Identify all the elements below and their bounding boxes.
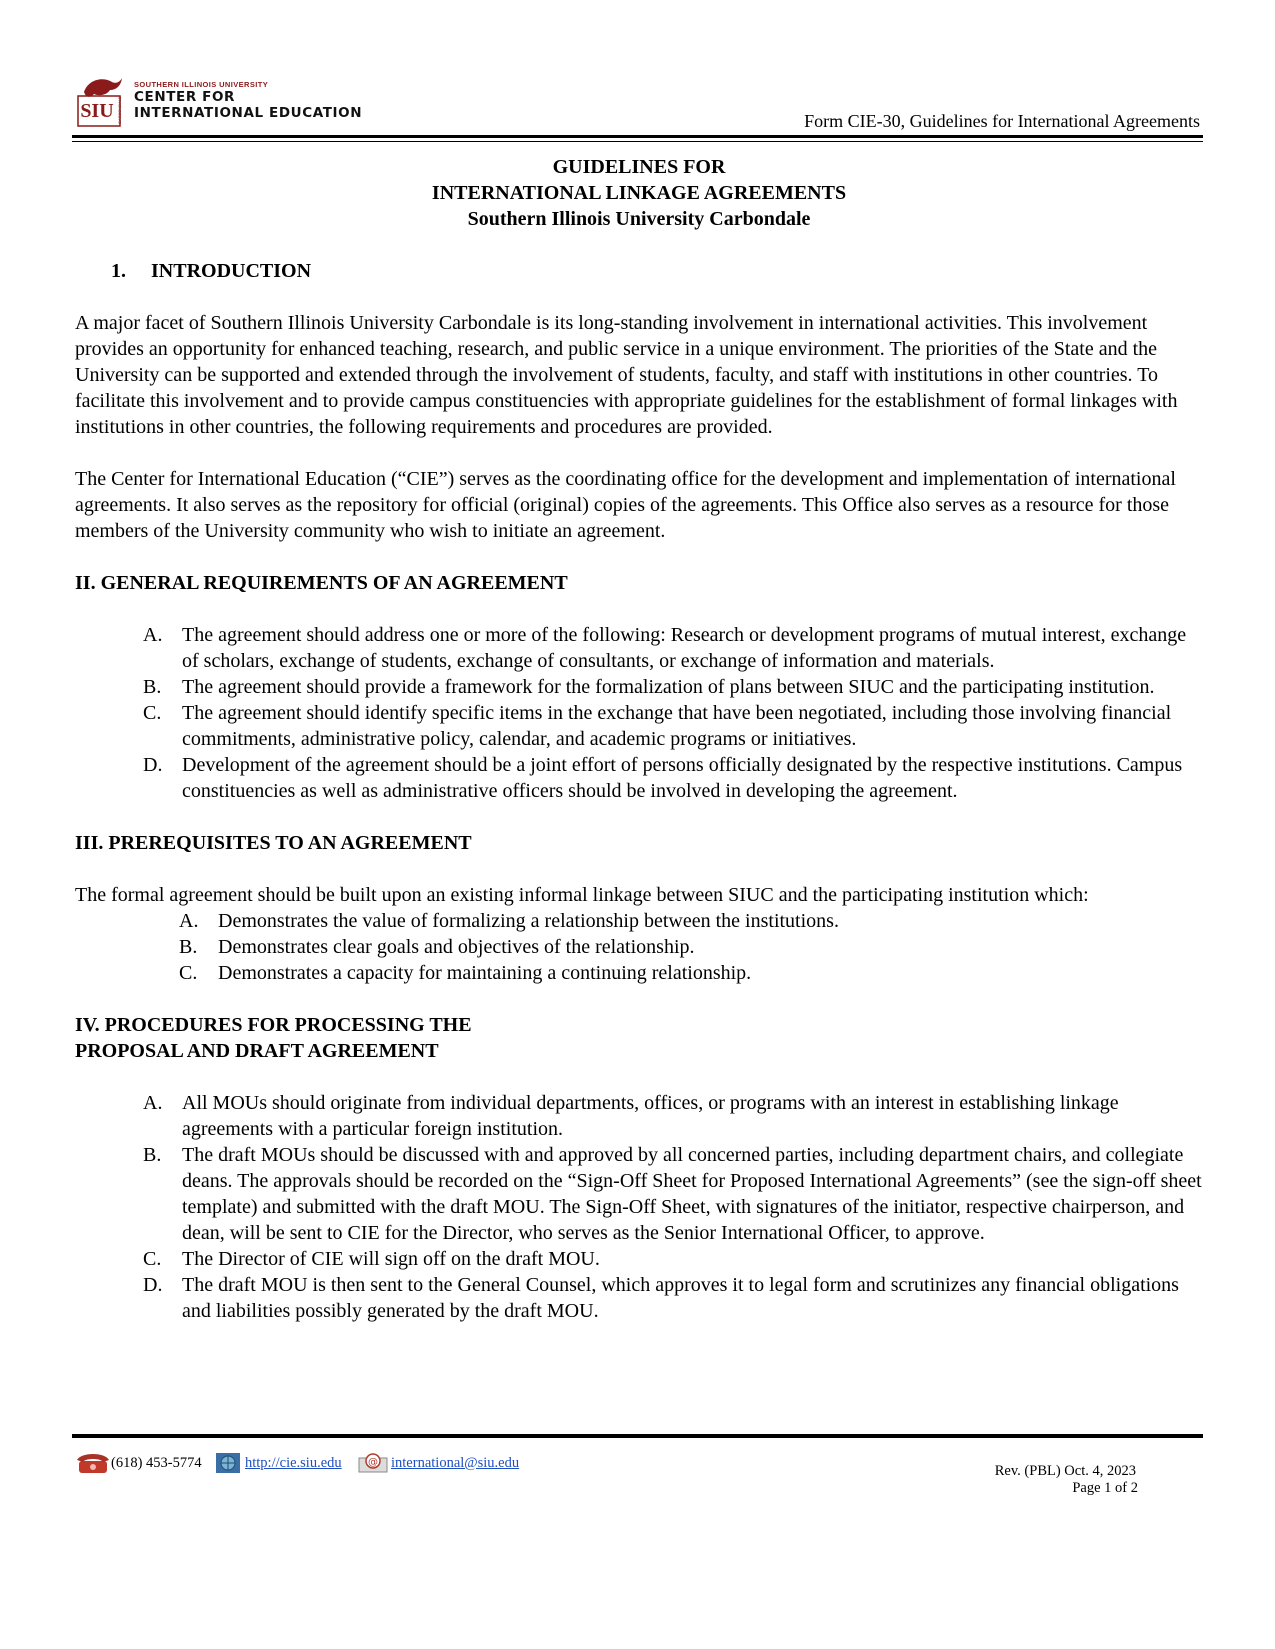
list-item [75, 700, 1203, 752]
section-4-list [75, 1090, 1203, 1324]
section-2-heading: II. GENERAL REQUIREMENTS OF AN AGREEMENT [75, 572, 568, 594]
form-title: Form CIE-30, Guidelines for International Agreements [804, 111, 1200, 131]
list-item [75, 1090, 1203, 1142]
section-1-heading [75, 258, 1203, 284]
list-item [75, 674, 1203, 700]
list-item [75, 622, 1203, 674]
list-text: All MOUs should originate from individual departments, offices, or programs with an interest in establishing linkage agreements with a particular foreign institution. [182, 1092, 1119, 1140]
footer-phone-text: (618) 453-5774 [111, 1454, 202, 1471]
list-item [75, 934, 1203, 960]
list-item [75, 752, 1203, 804]
list-text: The draft MOUs should be discussed with and approved by all concerned parties, including department chairs, and collegiate deans. The approvals should be recorded on the “Sign-Off Sheet for Proposed International Agreements” (see the sign-off sheet template) and submitted with the draft MOU. The Sign-Off Sheet, with signatures of the initiator, respective chairperson, and dean, will be sent to CIE for the Director, who serves as the Senior International Officer, to approve. [182, 1144, 1202, 1244]
email-icon [357, 1452, 389, 1474]
logo-line2-text: INTERNATIONAL EDUCATION [134, 105, 363, 121]
svg-text:@: @ [368, 1457, 378, 1468]
section-1-title: INTRODUCTION [151, 260, 312, 282]
footer [75, 1452, 1203, 1502]
section-3-heading: III. PREREQUISITES TO AN AGREEMENT [75, 832, 472, 854]
list-letter: C. [143, 702, 162, 724]
section-3-intro: The formal agreement should be built upon an existing informal linkage between SIUC and the participating institution which: [75, 884, 1089, 906]
list-text: Demonstrates clear goals and objectives of the relationship. [218, 936, 695, 958]
section-4-heading [75, 1012, 1203, 1064]
list-text: Development of the agreement should be a joint effort of persons officially designated by the respective institutions. Campus constituencies as well as administrative officers should be involved in developing the agreement. [182, 754, 1183, 802]
footer-rule [72, 1434, 1203, 1438]
list-letter: C. [143, 1248, 162, 1270]
title-line-2: INTERNATIONAL LINKAGE AGREEMENTS [431, 182, 847, 204]
intro-paragraph-2: The Center for International Education (“CIE”) serves as the coordinating office for the development and implementation of international agreements. It also serves as the repository for official (original) copies of the agreements. This Office also serves as a resource for those members of the University community who wish to initiate an agreement. [75, 468, 1176, 542]
list-text: Demonstrates a capacity for maintaining a continuing relationship. [218, 962, 752, 984]
list-text: The draft MOU is then sent to the General Counsel, which approves it to legal form and scrutinizes any financial obligations and liabilities possibly generated by the draft MOU. [182, 1274, 1179, 1322]
cie-logo [76, 74, 376, 130]
logo-mark-text: SIU [80, 100, 114, 122]
document-body [75, 154, 1203, 1324]
list-letter: D. [143, 754, 163, 776]
list-letter: D. [143, 1274, 163, 1296]
page-number: Page 1 of 2 [1072, 1480, 1138, 1496]
header-rule-thick [72, 135, 1203, 138]
logo-mark-subtext: CARBONDALE [117, 96, 122, 124]
email-link[interactable]: international@siu.edu [391, 1454, 520, 1471]
header-rule-thin [72, 141, 1203, 142]
list-letter: B. [143, 1144, 162, 1166]
telephone-icon [75, 1452, 111, 1474]
footer-email [357, 1452, 519, 1474]
section-4-heading-line-2: PROPOSAL AND DRAFT AGREEMENT [75, 1040, 439, 1062]
list-letter: A. [143, 1092, 163, 1114]
title-line-1: GUIDELINES FOR [552, 156, 726, 178]
logo-line1-text: CENTER FOR [134, 89, 236, 105]
section-2-list [75, 622, 1203, 804]
list-letter: B. [143, 676, 162, 698]
list-item [75, 1272, 1203, 1324]
siu-saluki-logo-icon [76, 74, 124, 128]
footer-website [215, 1452, 342, 1474]
list-letter: B. [179, 936, 198, 958]
list-item [75, 1246, 1203, 1272]
list-text: The agreement should address one or more of the following: Research or development programs of mutual interest, exchange of scholars, exchange of students, exchange of consultants, or exchange of information and materials. [182, 624, 1187, 672]
section-3-list [75, 908, 1203, 986]
section-1-number: 1. [111, 260, 126, 282]
list-item [75, 960, 1203, 986]
list-text: The agreement should identify specific items in the exchange that have been negotiated, including those involving financial commitments, administrative policy, calendar, and academic programs or initiatives. [182, 702, 1172, 750]
section-4-heading-line-1: IV. PROCEDURES FOR PROCESSING THE [75, 1014, 472, 1036]
website-link[interactable]: http://cie.siu.edu [245, 1454, 342, 1471]
logo-university-text: SOUTHERN ILLINOIS UNIVERSITY [134, 80, 269, 89]
list-text: Demonstrates the value of formalizing a relationship between the institutions. [218, 910, 839, 932]
revision-text: Rev. (PBL) Oct. 4, 2023 [994, 1463, 1136, 1479]
title-line-3: Southern Illinois University Carbondale [467, 208, 811, 230]
globe-web-icon [215, 1452, 241, 1474]
list-item [75, 1142, 1203, 1246]
list-text: The agreement should provide a framework for the formalization of plans between SIUC and the participating institution. [182, 676, 1155, 698]
document-title [75, 154, 1203, 232]
list-letter: A. [179, 910, 199, 932]
list-text: The Director of CIE will sign off on the draft MOU. [182, 1248, 600, 1270]
list-letter: C. [179, 962, 198, 984]
intro-paragraph-1: A major facet of Southern Illinois University Carbondale is its long-standing involvement in international activities. This involvement provides an opportunity for enhanced teaching, research, and public service in a unique environment. The priorities of the State and the University can be supported and extended through the involvement of students, faculty, and staff with institutions in other countries. To facilitate this involvement and to provide campus constituencies with appropriate guidelines for the establishment of formal linkages with institutions in other countries, the following requirements and procedures are provided. [75, 312, 1178, 438]
list-letter: A. [143, 624, 163, 646]
footer-phone [75, 1452, 202, 1474]
list-item [75, 908, 1203, 934]
